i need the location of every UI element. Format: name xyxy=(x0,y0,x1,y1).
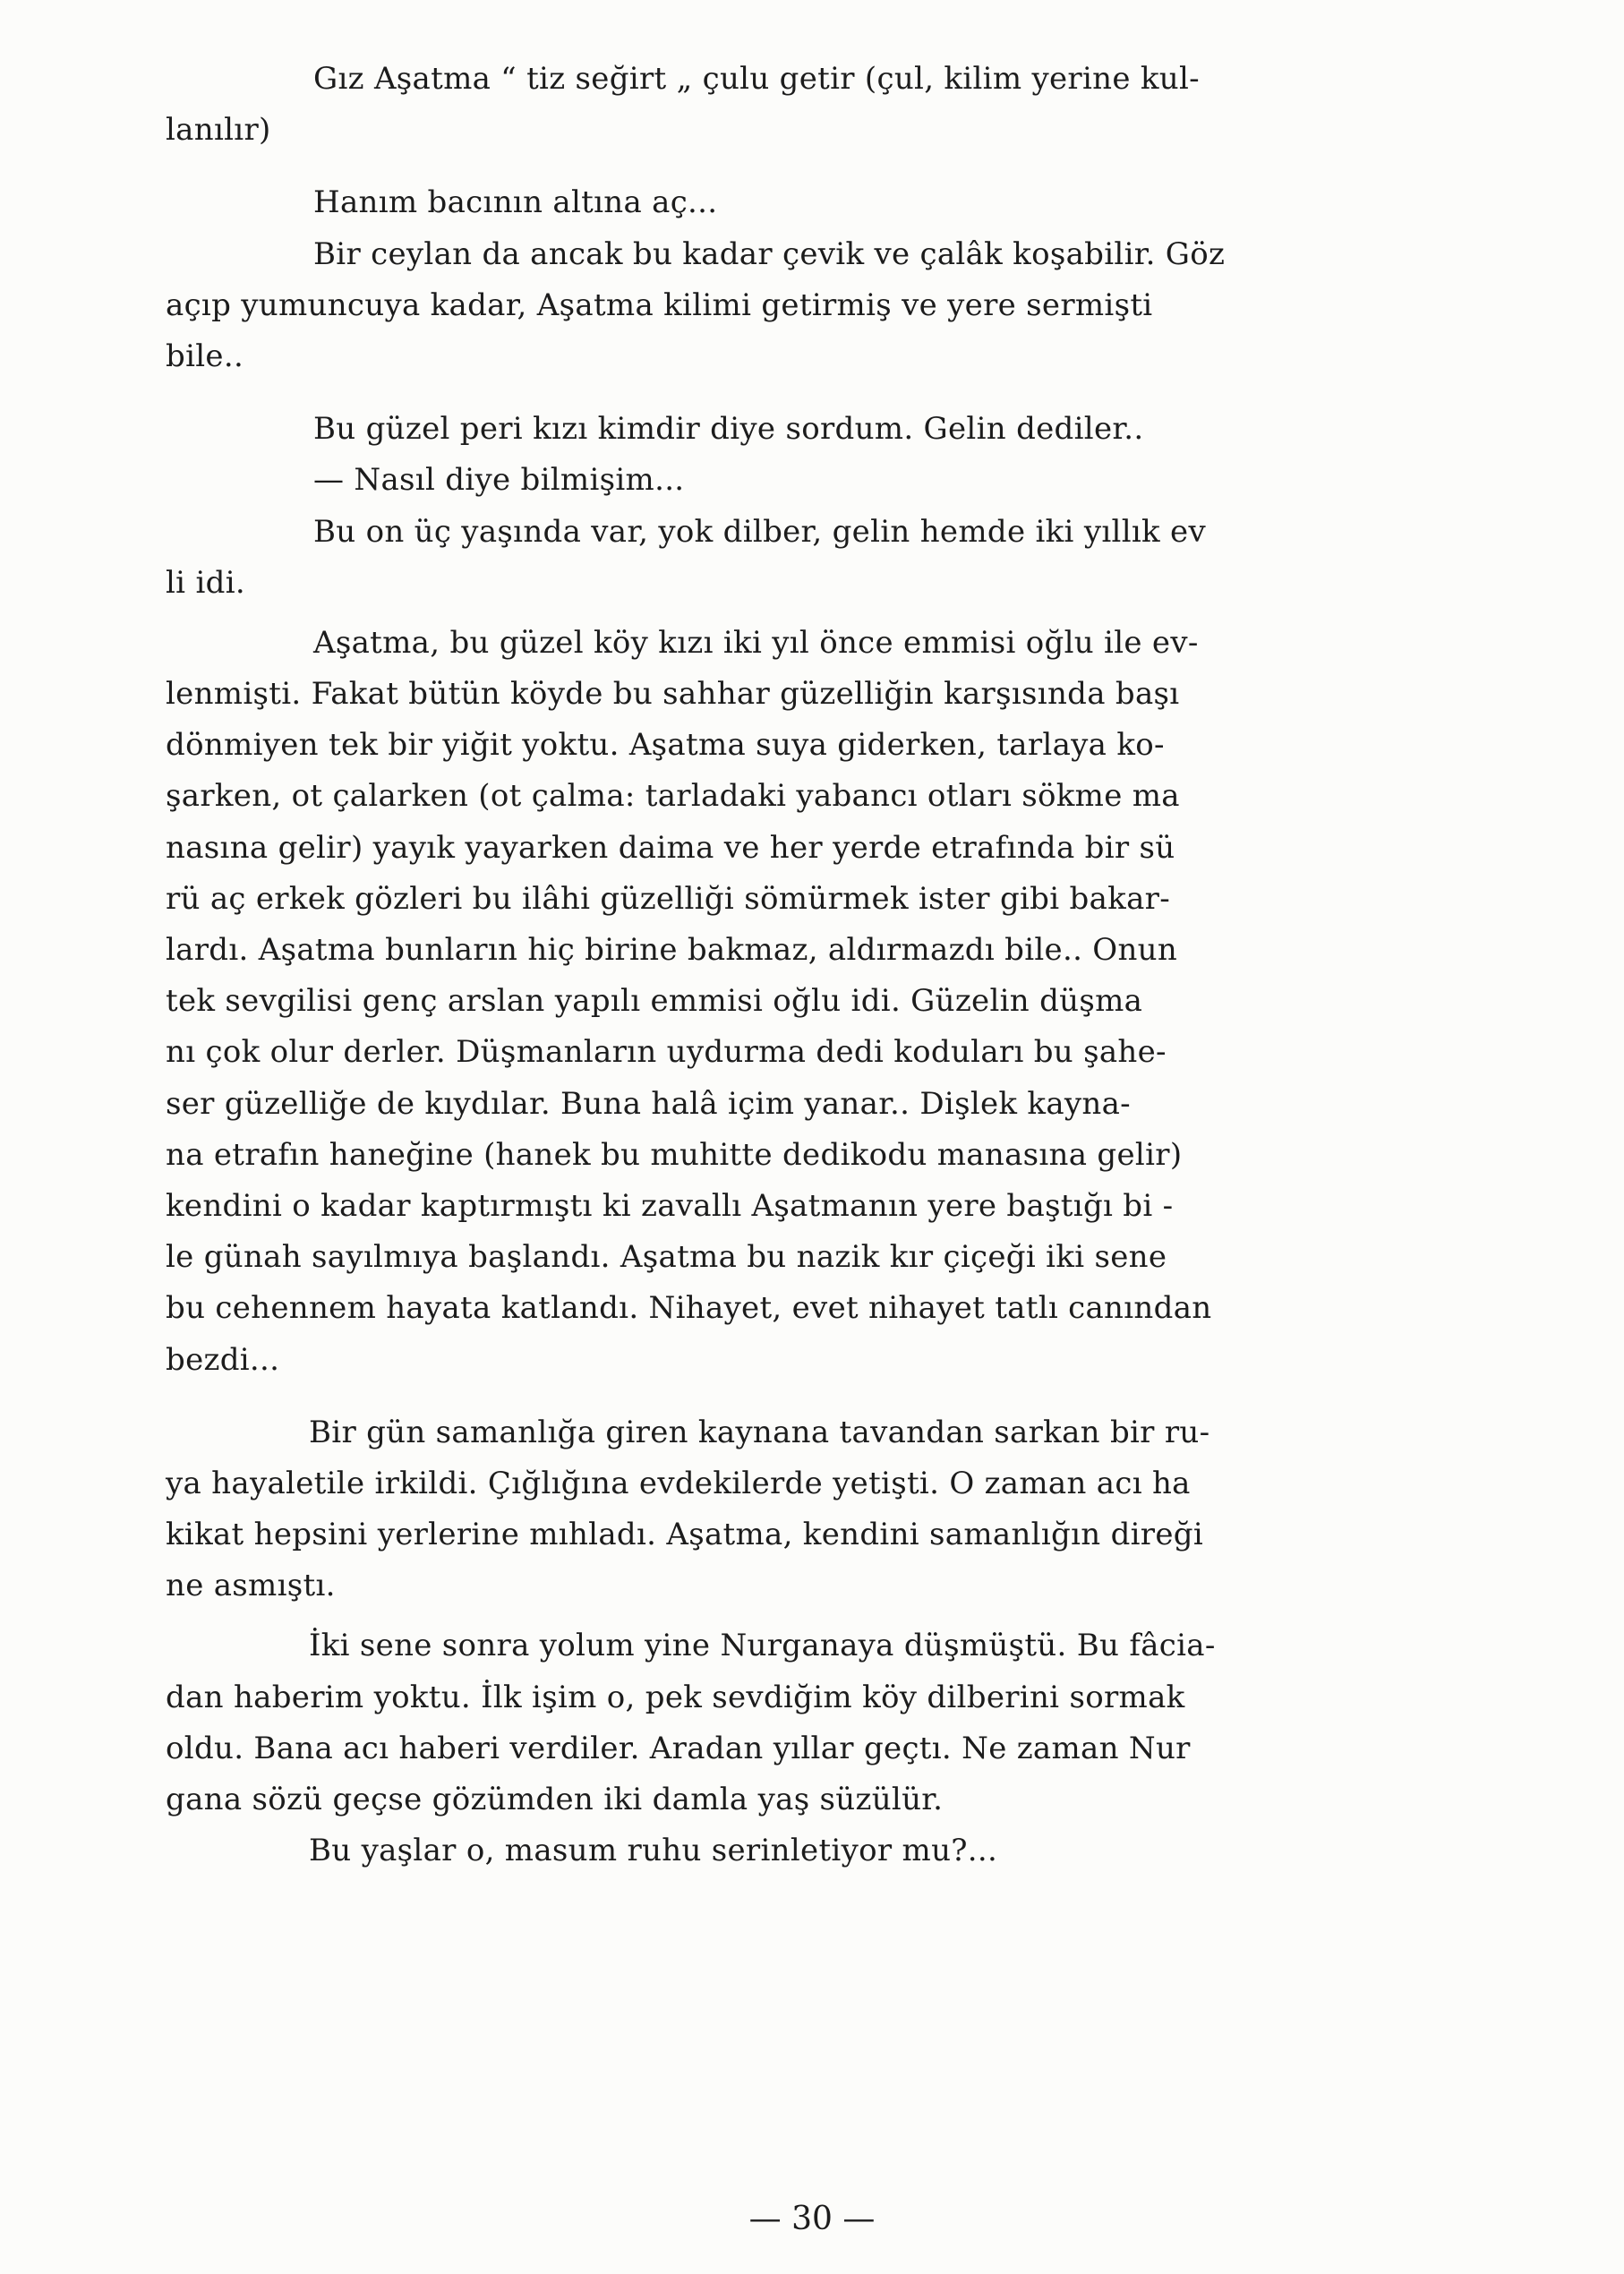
paragraph-gap xyxy=(166,609,1491,618)
text-line: şarken, ot çalarken (ot çalma: tarladaki yabancı otları sökme ma xyxy=(166,778,1180,815)
text-line: kendini o kadar kaptırmıştı ki zavallı Aşatmanın yere baştığı bi - xyxy=(166,1187,1174,1224)
text-line: Bu yaşlar o, masum ruhu serinletiyor mu?... xyxy=(309,1833,998,1869)
body-text xyxy=(166,54,1491,1876)
text-line: kikat hepsini yerlerine mıhladı. Aşatma, kendini samanlığın direği xyxy=(166,1517,1204,1553)
text-line: İki sene sonra yolum yine Nurganaya düşmüştü. Bu fâcia- xyxy=(309,1628,1216,1664)
text-line: dan haberim yoktu. İlk işim o, pek sevdiğim köy dilberini sormak xyxy=(166,1679,1185,1715)
text-line: le günah sayılmıya başlandı. Aşatma bu nazik kır çiçeği iki sene xyxy=(166,1239,1167,1276)
text-line: na etrafın haneğine (hanek bu muhitte dedikodu manasına gelir) xyxy=(166,1136,1183,1173)
text-line: li idi. xyxy=(166,564,245,601)
text-line: ne asmıştı. xyxy=(166,1568,336,1604)
text-line: ya hayaletile irkildi. Çığlığına evdekilerde yetişti. O zaman acı ha xyxy=(166,1465,1191,1501)
text-line: oldu. Bana acı haberi verdiler. Aradan yıllar geçtı. Ne zaman Nur xyxy=(166,1730,1191,1766)
paragraph-gap xyxy=(166,382,1491,404)
text-line: bile.. xyxy=(166,338,244,374)
text-line: lenmişti. Fakat bütün köyde bu sahhar güzelliğin karşısında başı xyxy=(166,676,1180,713)
paragraph-gap xyxy=(166,1386,1491,1407)
text-line: gana sözü geçse gözümden iki damla yaş süzülür. xyxy=(166,1782,944,1817)
text-line: rü aç erkek gözleri bu ilâhi güzelliği sömürmek ister gibi bakar- xyxy=(166,880,1170,917)
text-line: Gız Aşatma “ tiz seğirt „ çulu getir (çul, kilim yerine kul- xyxy=(313,61,1200,97)
text-line: Bir ceylan da ancak bu kadar çevik ve çalâk koşabilir. Göz xyxy=(313,235,1226,272)
paragraph-gap xyxy=(166,1611,1491,1620)
text-line: Aşatma, bu güzel köy kızı iki yıl önce emmisi oğlu ile ev- xyxy=(313,624,1199,661)
text-line: Bu on üç yaşında var, yok dilber, gelin hemde iki yıllık ev xyxy=(313,513,1206,550)
text-line: nı çok olur derler. Düşmanların uydurma dedi koduları bu şahe- xyxy=(166,1034,1167,1071)
text-line: açıp yumuncuya kadar, Aşatma kilimi getirmiş ve yere sermişti xyxy=(166,286,1153,323)
text-line: Hanım bacının altına aç... xyxy=(313,184,718,221)
text-line: ser güzelliğe de kıydılar. Buna halâ içim yanar.. Dişlek kayna- xyxy=(166,1085,1131,1122)
text-line: lanılır) xyxy=(166,112,271,149)
text-line: Bu güzel peri kızı kimdir diye sordum. Gelin dediler.. xyxy=(313,411,1144,448)
page-number: — 30 — xyxy=(748,2201,876,2237)
text-line: Bir gün samanlığa giren kaynana tavandan sarkan bir ru- xyxy=(309,1414,1210,1450)
text-line: bezdi... xyxy=(166,1341,280,1378)
paragraph-gap xyxy=(166,156,1491,177)
text-line: nasına gelir) yayık yayarken daima ve her yerde etrafında bir sü xyxy=(166,829,1175,866)
text-line: dönmiyen tek bir yiğit yoktu. Aşatma suya giderken, tarlaya ko- xyxy=(166,727,1165,764)
text-line: lardı. Aşatma bunların hiç birine bakmaz, aldırmazdı bile.. Onun xyxy=(166,932,1178,968)
text-line: bu cehennem hayata katlandı. Nihayet, evet nihayet tatlı canından xyxy=(166,1290,1212,1327)
text-line: tek sevgilisi genç arslan yapılı emmisi oğlu idi. Güzelin düşma xyxy=(166,983,1143,1020)
text-line: — Nasıl diye bilmişim... xyxy=(313,462,685,499)
